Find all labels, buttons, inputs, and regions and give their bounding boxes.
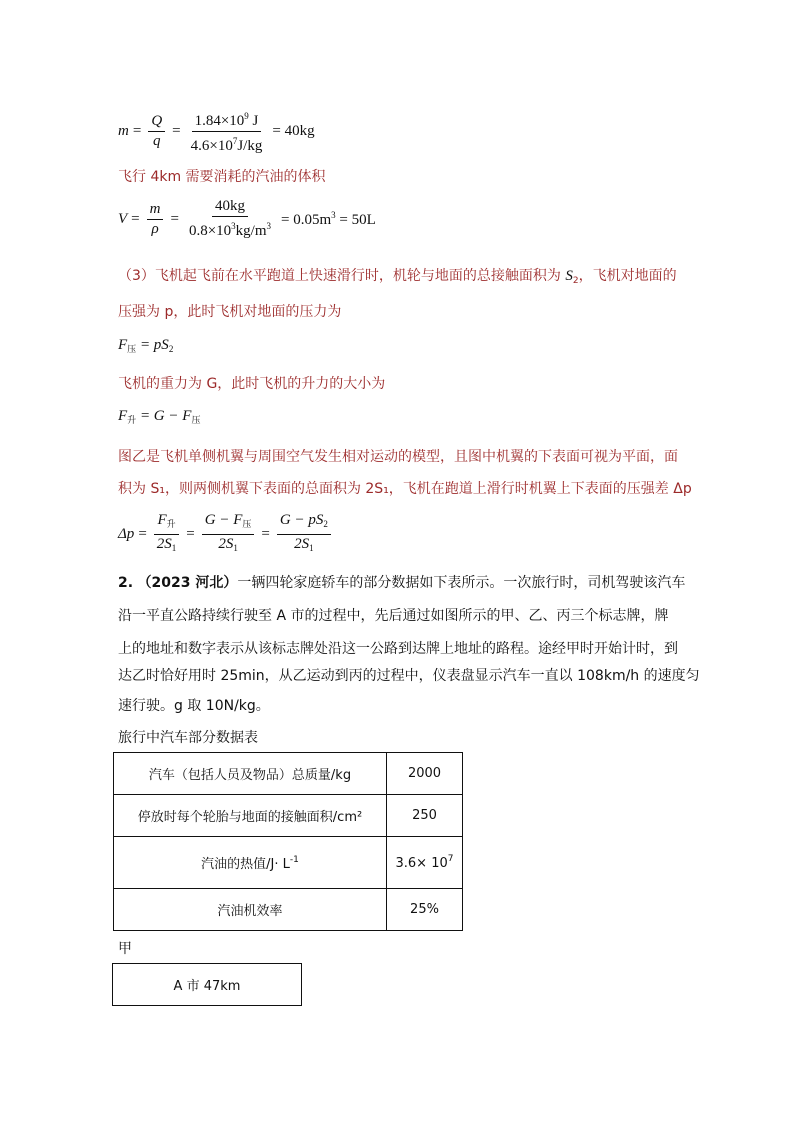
question-2-line5: 速行驶。g 取 10N/kg。	[118, 698, 270, 714]
table-cell-value: $3.6\times 10^7$	[387, 837, 463, 889]
fraction-denominator: q	[152, 133, 161, 149]
road-sign-text: A 市 47km	[173, 979, 241, 994]
volume-result-2: = 50L	[335, 211, 376, 228]
para3-line2: 压强为 p，此时飞机对地面的压力为	[118, 304, 342, 320]
table-cell-value: 2000	[387, 753, 463, 795]
table-cell-label: 汽油机效率	[114, 889, 387, 931]
fraction-dp-3: $\frac{G - pS_2}{2S_1}$	[277, 512, 331, 557]
table-cell-label: 汽油的热值$/J\cdot L^{-1}$	[114, 837, 387, 889]
question-2-line2: 沿一平直公路持续行驶至 A 市的过程中，先后通过如图所示的甲、乙、丙三个标志牌，牌	[118, 608, 669, 624]
table-cell-label: 停放时每个轮胎与地面的接触面积/cm²	[114, 795, 387, 837]
fraction-denominator: $4.6\times 10^7J/kg$	[190, 136, 263, 154]
formula-lift: $F_升 = G - F_压$	[118, 408, 201, 425]
formula-mass-lhs: m	[118, 123, 129, 139]
table-row	[114, 753, 463, 795]
formula-pressure-difference: Δp = $\frac{F_升}{2S_1}$ = $\frac{G - F_压}{2S_1}$ = $\frac{G - pS_2}{2S_1}$	[118, 512, 334, 557]
formula-mass-result: = 40kg	[272, 123, 315, 139]
formula-pressure-force: $F_压 = pS_2$	[118, 337, 174, 354]
table-row	[114, 795, 463, 837]
table-row	[114, 889, 463, 931]
fraction-numerator: Q	[148, 113, 165, 132]
table-row	[114, 837, 463, 889]
question-number: 2.	[118, 575, 134, 591]
question-2-line3: 上的地址和数字表示从该标志牌处沿这一公路到达牌上地址的路程。途经甲时开始计时，到	[118, 641, 678, 657]
road-sign-jia	[112, 963, 302, 1006]
model-para-line2: 积为 S₁，则两侧机翼下表面的总面积为 2S₁，飞机在跑道上滑行时机翼上下表面的压强差 Δp	[118, 481, 692, 497]
sign-label-jia: 甲	[118, 941, 132, 957]
table-cell-value: 250	[387, 795, 463, 837]
table-cell-value: 25%	[387, 889, 463, 931]
para3-line1: （3）飞机起飞前在水平跑道上快速滑行时，机轮与地面的总接触面积为 $S_2$，飞机对地面的	[118, 268, 677, 286]
fraction-dp-2: $\frac{G - F_压}{2S_1}$	[202, 512, 255, 557]
equals-sign: =	[132, 123, 142, 139]
volume-label: 飞行 4km 需要消耗的汽油的体积	[118, 169, 326, 185]
formula-volume: V = $\frac{m}{\rho}$ = $\frac{40kg}{0.8\times 10^3kg/m^3}$ = $0.05m^3 = 50L$	[118, 198, 376, 239]
question-2-line4: 达乙时恰好用时 25min，从乙运动到丙的过程中，仪表盘显示汽车一直以 108km/h 的速度匀	[118, 668, 700, 684]
fraction-values	[188, 108, 266, 155]
question-source: （2023 河北）	[137, 575, 238, 591]
volume-result-1: = 0.05m	[281, 211, 332, 228]
gravity-line: 飞机的重力为 G，此时飞机的升力的大小为	[118, 376, 386, 392]
fraction-numerator: $1.84\times 10^9$ J	[192, 108, 262, 132]
table-title: 旅行中汽车部分数据表	[118, 730, 258, 746]
question-2-line1: 2. （2023 河北）一辆四轮家庭轿车的部分数据如下表所示。一次旅行时，司机驾驶该汽车	[118, 575, 686, 591]
table-cell-label: 汽车（包括人员及物品）总质量/kg	[114, 753, 387, 795]
model-para-line1: 图乙是飞机单侧机翼与周围空气发生相对运动的模型，且图中机翼的下表面可视为平面，面	[118, 449, 678, 465]
fraction-volume-values: $\frac{40kg}{0.8\times 10^3kg/m^3}$	[188, 198, 272, 239]
fraction-dp-1: $\frac{F_升}{2S_1}$	[154, 512, 180, 557]
fraction-m-over-rho: $\frac{m}{\rho}$	[147, 201, 164, 238]
fraction-q-over-q	[148, 113, 165, 150]
car-data-table	[113, 752, 463, 931]
formula-mass: m = $\frac{Q}{q}$ = $\frac{1.84\times 10^9 J}{4.6\times 10^7J/kg}$ = 40kg	[118, 108, 315, 155]
